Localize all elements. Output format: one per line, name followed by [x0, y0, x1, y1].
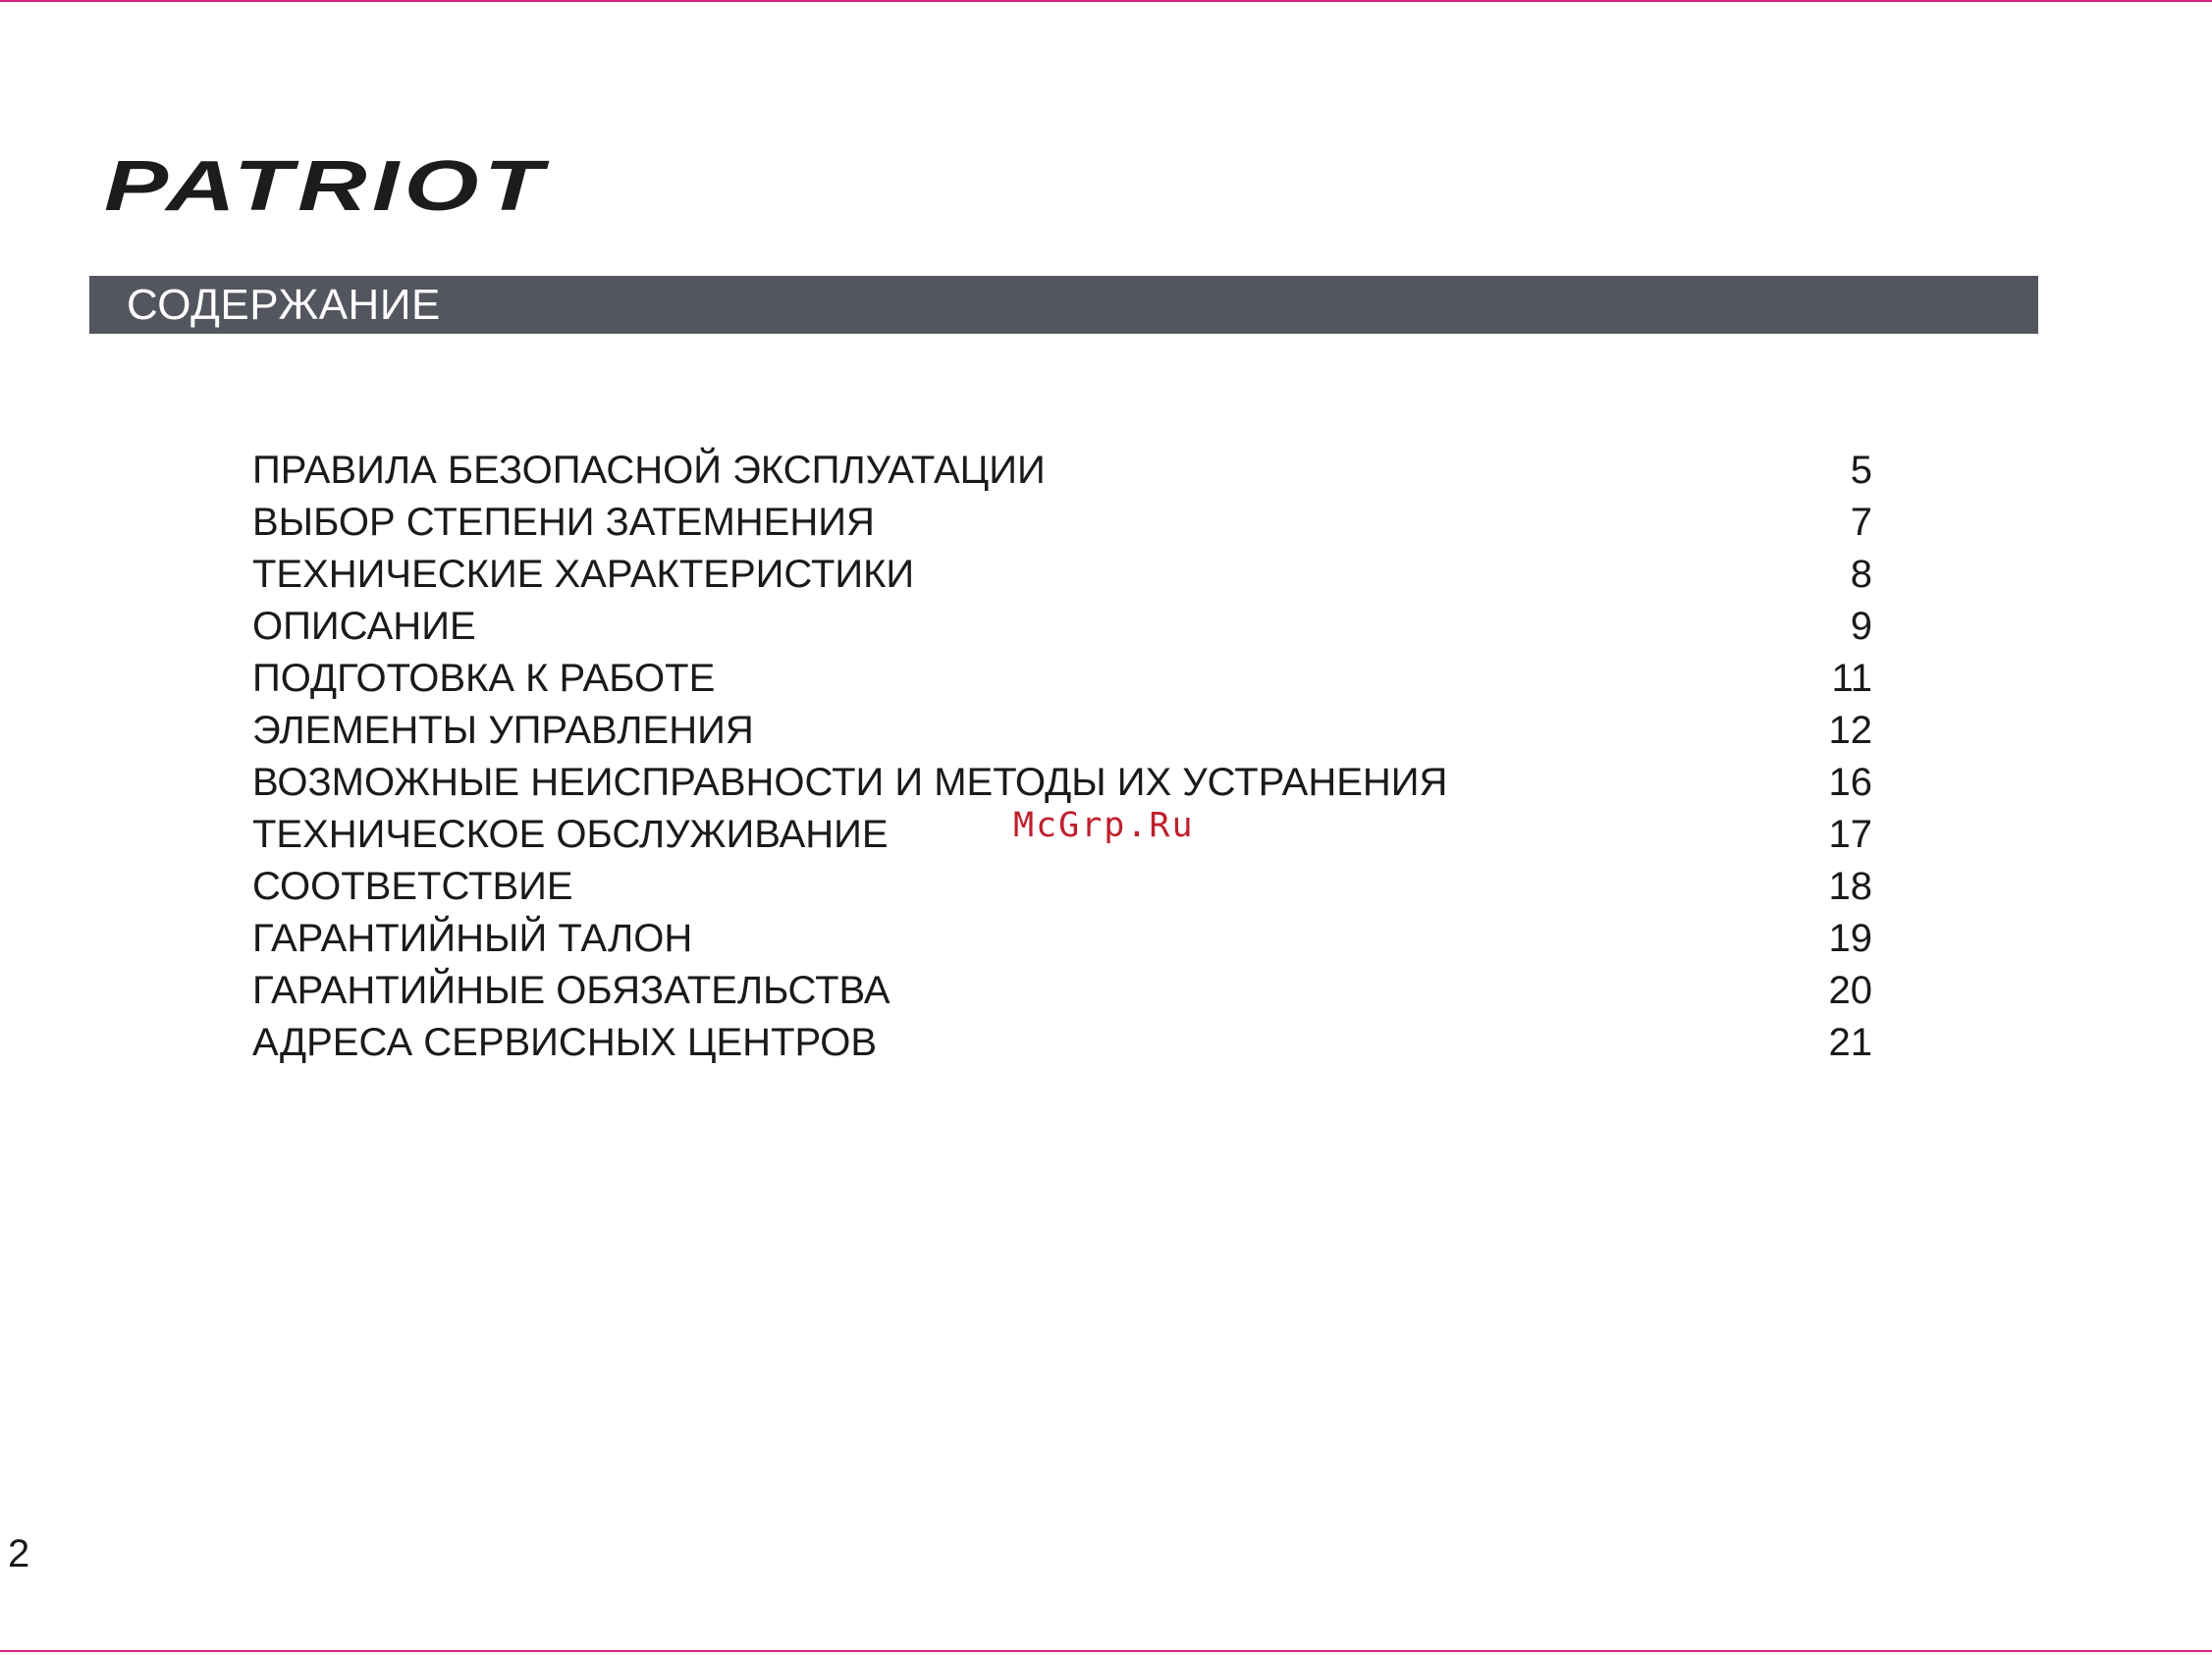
toc-entry-page: 16: [1828, 761, 1872, 804]
toc-entry-page: 11: [1831, 657, 1872, 700]
svg-text:PATRIOT: PATRIOT: [104, 153, 551, 220]
toc-entry-title: ПРАВИЛА БЕЗОПАСНОЙ ЭКСПЛУАТАЦИИ: [252, 449, 1046, 492]
page-number: 2: [8, 1532, 30, 1575]
toc-entry-title: ПОДГОТОВКА К РАБОТЕ: [252, 657, 716, 700]
toc-entry[interactable]: [252, 497, 1872, 549]
toc-entry-page: 8: [1850, 553, 1872, 596]
toc-entry[interactable]: [252, 549, 1872, 601]
trim-line-top: [0, 0, 2212, 2]
toc-entry[interactable]: [252, 445, 1872, 497]
watermark: McGrp.Ru: [1013, 806, 1195, 845]
toc-entry-page: 21: [1828, 1021, 1872, 1064]
toc-entry[interactable]: [252, 653, 1872, 705]
table-of-contents: [252, 445, 1872, 1069]
toc-entry-page: 18: [1828, 865, 1872, 908]
toc-entry-title: ЭЛЕМЕНТЫ УПРАВЛЕНИЯ: [252, 709, 754, 752]
toc-entry-page: 12: [1828, 709, 1872, 752]
patriot-logo: [100, 153, 554, 220]
toc-entry-page: 7: [1850, 501, 1872, 544]
toc-entry-title: ОПИСАНИЕ: [252, 605, 476, 648]
toc-entry-page: 20: [1828, 969, 1872, 1012]
toc-entry-title: ТЕХНИЧЕСКИЕ ХАРАКТЕРИСТИКИ: [252, 553, 915, 596]
toc-entry-title: ВЫБОР СТЕПЕНИ ЗАТЕМНЕНИЯ: [252, 501, 875, 544]
section-title: СОДЕРЖАНИЕ: [127, 281, 441, 329]
toc-entry-title: СООТВЕТСТВИЕ: [252, 865, 573, 908]
toc-entry[interactable]: [252, 757, 1872, 809]
toc-entry-page: 9: [1850, 605, 1872, 648]
toc-entry-title: ГАРАНТИЙНЫЙ ТАЛОН: [252, 917, 693, 960]
toc-entry-title: ВОЗМОЖНЫЕ НЕИСПРАВНОСТИ И МЕТОДЫ ИХ УСТРАНЕНИЯ: [252, 761, 1448, 804]
toc-entry[interactable]: [252, 861, 1872, 913]
toc-entry[interactable]: [252, 965, 1872, 1017]
toc-entry[interactable]: [252, 913, 1872, 965]
trim-line-bottom: [0, 1650, 2212, 1652]
toc-entry[interactable]: [252, 1017, 1872, 1069]
toc-entry-title: ГАРАНТИЙНЫЕ ОБЯЗАТЕЛЬСТВА: [252, 969, 890, 1012]
section-header-bar: [89, 276, 2038, 334]
toc-entry-title: АДРЕСА СЕРВИСНЫХ ЦЕНТРОВ: [252, 1021, 878, 1064]
toc-entry-page: 5: [1850, 449, 1872, 492]
toc-entry[interactable]: [252, 601, 1872, 653]
toc-entry-title: ТЕХНИЧЕСКОЕ ОБСЛУЖИВАНИЕ: [252, 813, 889, 856]
toc-entry-page: 19: [1828, 917, 1872, 960]
toc-entry-page: 17: [1828, 813, 1872, 856]
toc-entry[interactable]: [252, 705, 1872, 757]
